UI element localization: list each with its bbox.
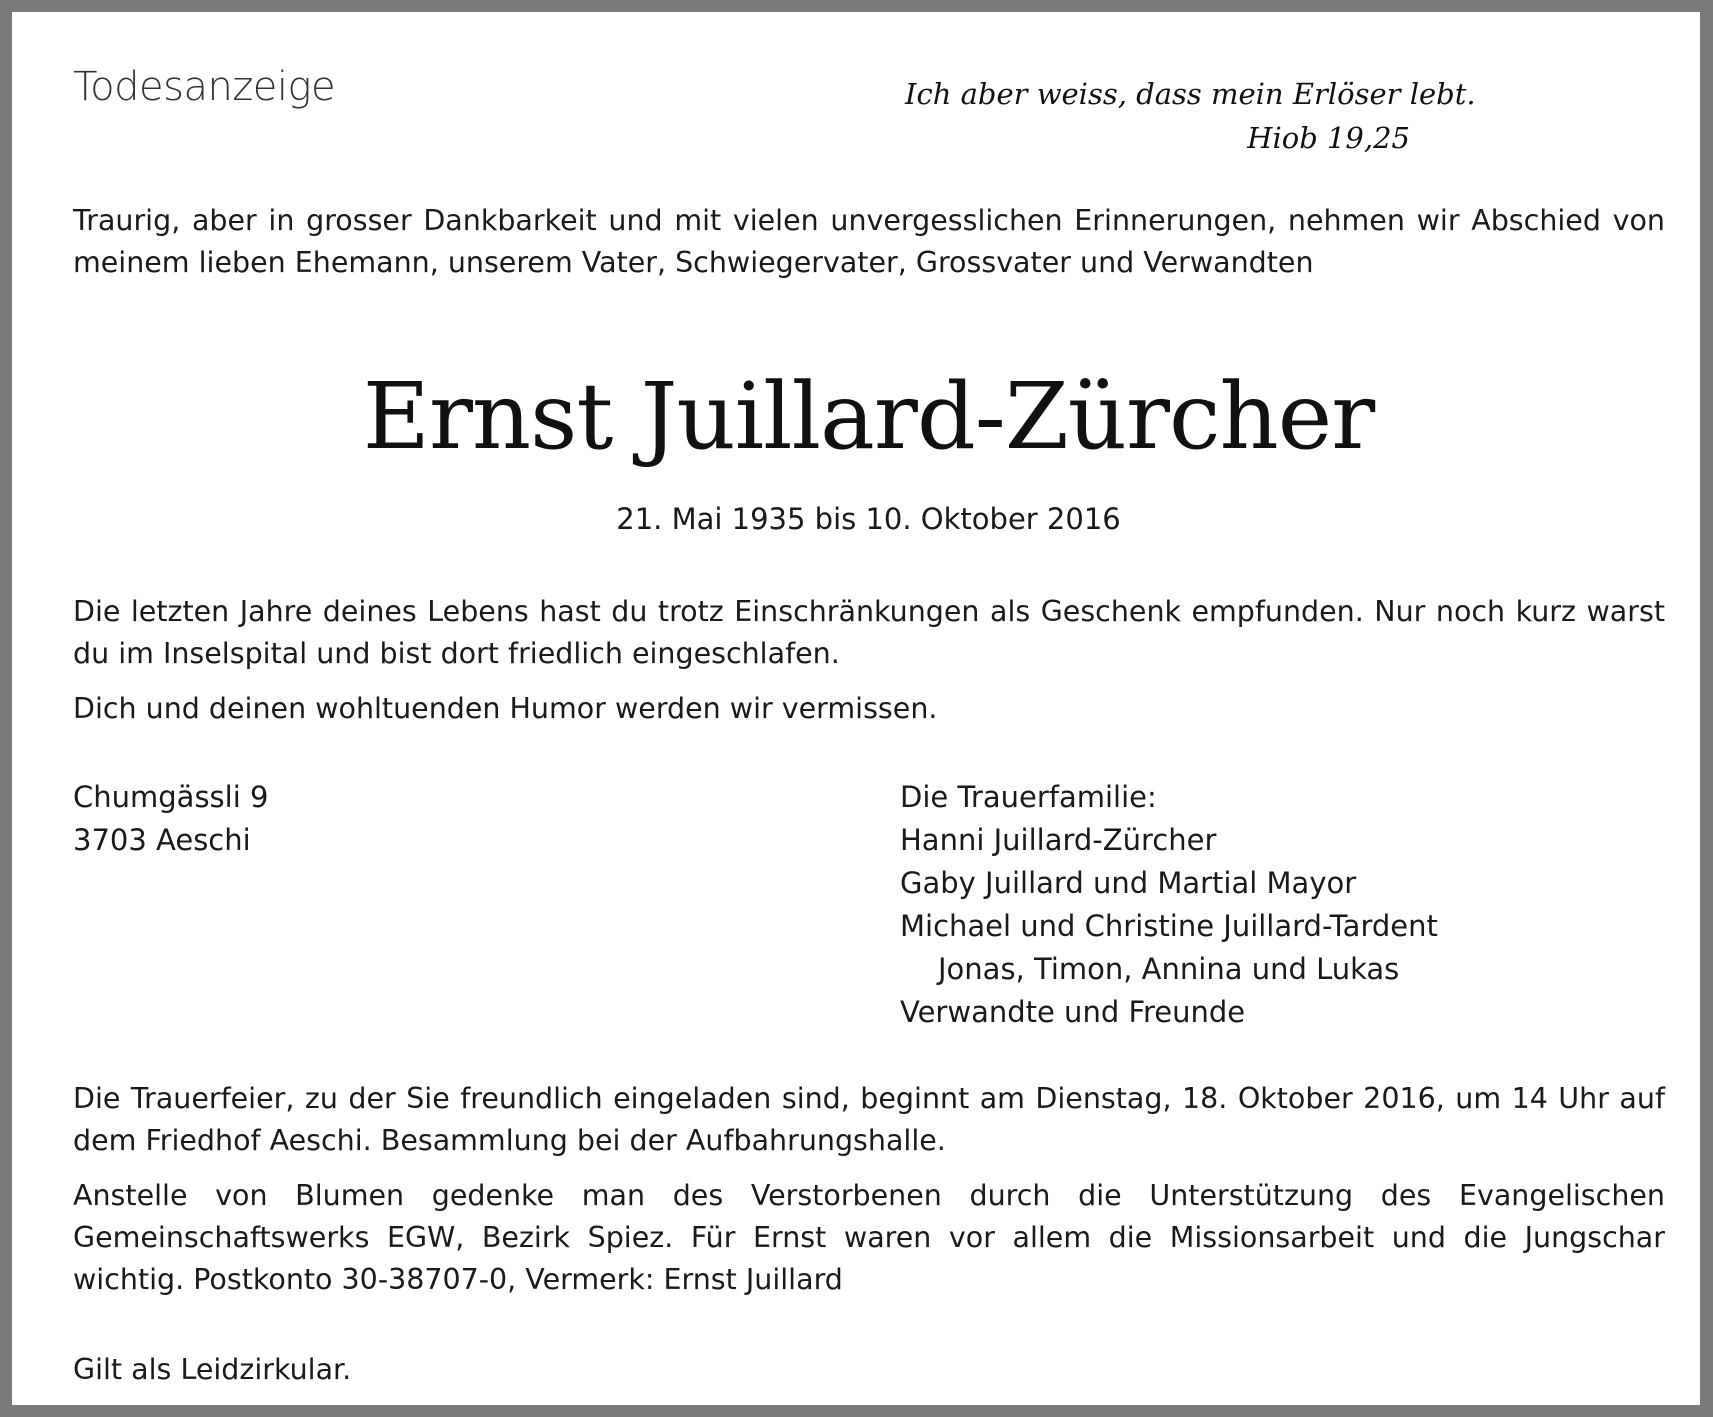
- deceased-name: Ernst Juillard-Zürcher: [362, 363, 1375, 470]
- bible-verse: [905, 72, 1476, 160]
- address-block: [73, 776, 268, 862]
- family-member: Gaby Juillard und Martial Mayor: [900, 866, 1357, 900]
- life-dates: 21. Mai 1935 bis 10. Oktober 2016: [616, 502, 1121, 536]
- message-paragraph-1: Die letzten Jahre deines Lebens hast du trotz Einschränkungen als Geschenk empfunden. Nur noch kurz warst du im Inselspital und bist dort friedlich eingeschlafen.: [73, 595, 1665, 670]
- address-street: Chumgässli 9: [73, 780, 269, 814]
- closing-note: Gilt als Leidzirkular.: [73, 1353, 352, 1386]
- verse-reference: Hiob 19,25: [1247, 121, 1410, 155]
- service-paragraph: Die Trauerfeier, zu der Sie freundlich eingeladen sind, beginnt am Dienstag, 18. Oktober 2016, um 14 Uhr auf dem Friedhof Aeschi. Besammlung bei der Aufbahrungshalle.: [73, 1082, 1665, 1157]
- family-member-grandchildren: Jonas, Timon, Annina und Lukas: [938, 952, 1400, 986]
- address-city: 3703 Aeschi: [73, 823, 251, 857]
- family-heading: Die Trauerfamilie:: [900, 780, 1157, 814]
- notice-type-label: Todesanzeige: [73, 64, 336, 110]
- verse-text: Ich aber weiss, dass mein Erlöser lebt.: [905, 77, 1476, 111]
- family-member: Hanni Juillard-Zürcher: [900, 823, 1217, 857]
- family-member: Michael und Christine Juillard-Tardent: [900, 909, 1438, 943]
- family-block: [900, 776, 1438, 1034]
- message-paragraph-2: Dich und deinen wohltuenden Humor werden wir vermissen.: [73, 692, 938, 725]
- intro-paragraph: Traurig, aber in grosser Dankbarkeit und mit vielen unvergesslichen Erinnerungen, nehmen wir Abschied von meinem lieben Ehemann, unserem Vater, Schwiegervater, Grossvater und Verwandten: [73, 204, 1665, 279]
- donation-paragraph: Anstelle von Blumen gedenke man des Verstorbenen durch die Unterstützung des Evangelischen Gemeinschaftswerks EGW, Bezirk Spiez. Für Ernst waren vor allem die Missionsarbeit und die Jungschar wichtig. Postkonto 30-38707-0, Vermerk: Ernst Juillard: [73, 1179, 1665, 1296]
- family-member: Verwandte und Freunde: [900, 995, 1246, 1029]
